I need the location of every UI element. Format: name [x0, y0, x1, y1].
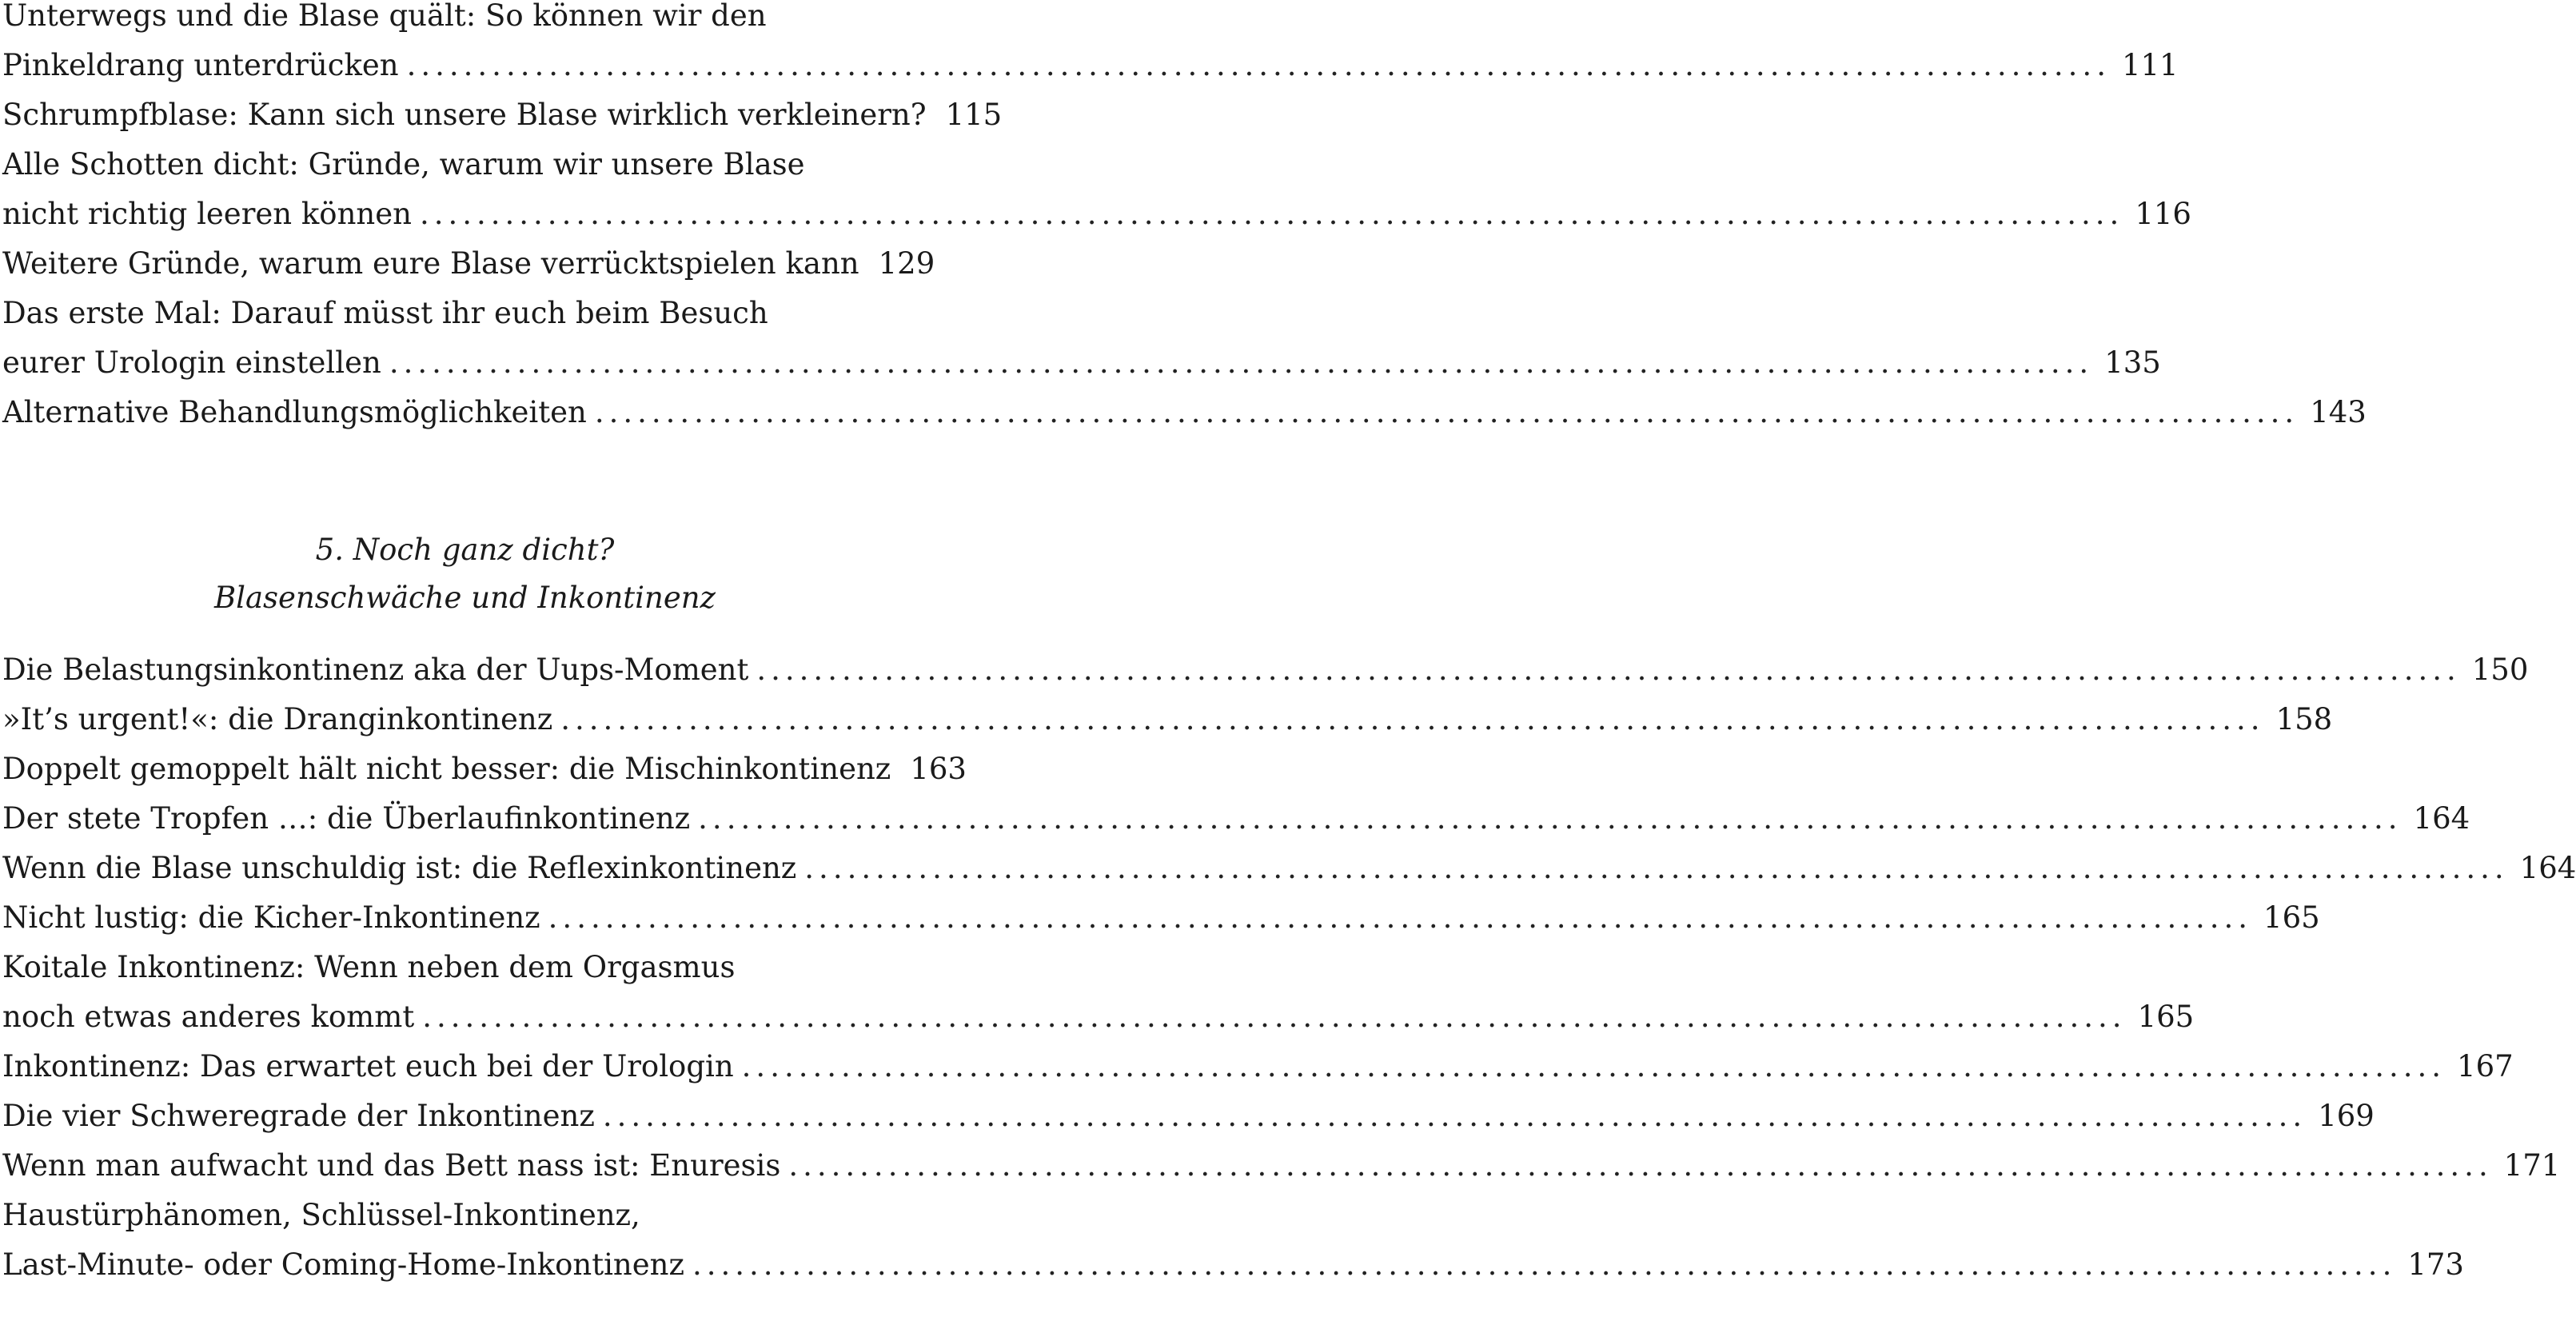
dot-leader: ........................................................................................................................	[594, 395, 2299, 429]
toc-entry-title: Nicht lustig: die Kicher-Inkontinenz	[2, 900, 540, 935]
dot-leader: ........................................................................................................................	[406, 48, 2111, 82]
toc-entry-title-line: Das erste Mal: Darauf müsst ihr euch beim Besuch	[2, 296, 768, 330]
toc-entry-page-number: 135	[2104, 345, 2161, 380]
dot-leader: ........................................................................................................................	[548, 900, 2253, 935]
toc-entry-page-number: 163	[910, 752, 967, 786]
toc-entry[interactable]	[2, 395, 2367, 446]
toc-entry-title: Alternative Behandlungsmöglichkeiten	[2, 395, 587, 429]
toc-entry-page-number: 143	[2310, 395, 2367, 429]
toc-entry-title: Wenn die Blase unschuldig ist: die Reflexinkontinenz	[2, 851, 797, 885]
dot-leader: ........................................................................................................................	[804, 851, 2509, 885]
toc-entry-page-number: 129	[878, 246, 935, 281]
chapter-title: 5. Noch ganz dicht?	[315, 533, 615, 567]
toc-entry-page-number: 111	[2121, 48, 2179, 82]
toc-entry[interactable]	[2, 1198, 2464, 1299]
toc-entry[interactable]	[2, 98, 1003, 149]
dot-leader: ........................................................................................................................	[698, 801, 2403, 836]
toc-entry[interactable]	[2, 0, 2179, 99]
toc-entry-page-number: 158	[2275, 702, 2333, 736]
dot-leader: ........................................................................................................................	[419, 197, 2124, 231]
toc-entry-page-number: 164	[2413, 801, 2470, 836]
toc-entry[interactable]	[2, 851, 2576, 902]
toc-entry[interactable]	[2, 801, 2470, 852]
toc-entry[interactable]	[2, 950, 2195, 1051]
toc-entry[interactable]	[2, 147, 2191, 248]
toc-entry-page-number: 173	[2407, 1247, 2464, 1282]
dot-leader: ........................................................................................................................	[788, 1148, 2493, 1183]
toc-entry-title-line: Unterwegs und die Blase quält: So können wir den	[2, 0, 767, 33]
toc-entry-title: Schrumpfblase: Kann sich unsere Blase wirklich verkleinern?	[2, 98, 927, 132]
toc-entry-page-number: 169	[2318, 1099, 2375, 1133]
toc-entry-title: Pinkeldrang unterdrücken	[2, 48, 399, 82]
toc-entry-page-number: 115	[945, 98, 1003, 132]
toc-entry-title: nicht richtig leeren können	[2, 197, 412, 231]
toc-section-part1	[2, 0, 2367, 446]
toc-entry[interactable]	[2, 1099, 2375, 1150]
toc-entry-title: Der stete Tropfen …: die Überlaufinkontinenz	[2, 801, 691, 836]
toc-entry-page-number: 164	[2519, 851, 2576, 885]
chapter-heading	[2, 526, 927, 622]
toc-entry[interactable]	[2, 1049, 2514, 1100]
toc-entry-title: noch etwas anderes kommt	[2, 1000, 415, 1034]
toc-section-part2	[2, 653, 2576, 1299]
toc-entry-page-number: 165	[2263, 900, 2320, 935]
toc-entry-page-number: 116	[2135, 197, 2191, 231]
toc-entry-title: Die Belastungsinkontinenz aka der Uups-Moment	[2, 653, 749, 687]
toc-entry-page-number: 150	[2471, 653, 2529, 687]
toc-entry[interactable]	[2, 1148, 2561, 1199]
dot-leader: ........................................................................................................................	[560, 702, 2265, 736]
toc-entry-title-line: Alle Schotten dicht: Gründe, warum wir unsere Blase	[2, 147, 805, 182]
chapter-subtitle: Blasenschwäche und Inkontinenz	[213, 581, 716, 615]
dot-leader: ........................................................................................................................	[602, 1099, 2307, 1133]
toc-entry[interactable]	[2, 702, 2333, 753]
toc-entry-title-line: Koitale Inkontinenz: Wenn neben dem Orgasmus	[2, 950, 736, 984]
toc-entry-title-line: Haustürphänomen, Schlüssel-Inkontinenz,	[2, 1198, 640, 1232]
toc-entry-title: Die vier Schweregrade der Inkontinenz	[2, 1099, 595, 1133]
toc-entry-title: Last-Minute- oder Coming-Home-Inkontinenz	[2, 1247, 684, 1282]
dot-leader: ........................................................................................................................	[422, 1000, 2127, 1034]
table-of-contents	[2, 0, 2576, 1299]
toc-entry-title: Weitere Gründe, warum eure Blase verrücktspielen kann	[2, 246, 859, 281]
toc-entry-title: Doppelt gemoppelt hält nicht besser: die Mischinkontinenz	[2, 752, 891, 786]
toc-entry-title: eurer Urologin einstellen	[2, 345, 381, 380]
toc-entry-title: Inkontinenz: Das erwartet euch bei der Urologin	[2, 1049, 734, 1084]
dot-leader: ........................................................................................................................	[756, 653, 2461, 687]
dot-leader: ........................................................................................................................	[741, 1049, 2446, 1084]
toc-entry[interactable]	[2, 752, 967, 803]
toc-entry-page-number: 171	[2503, 1148, 2561, 1183]
toc-entry-title: »It’s urgent!«: die Dranginkontinenz	[2, 702, 553, 736]
toc-entry-page-number: 167	[2457, 1049, 2514, 1084]
toc-entry-title: Wenn man aufwacht und das Bett nass ist: Enuresis	[2, 1148, 781, 1183]
toc-entry[interactable]	[2, 900, 2320, 952]
toc-entry-page-number: 165	[2137, 1000, 2195, 1034]
toc-entry[interactable]	[2, 653, 2529, 704]
dot-leader: ........................................................................................................................	[389, 345, 2094, 380]
toc-entry[interactable]	[2, 246, 935, 297]
dot-leader: ........................................................................................................................	[692, 1247, 2397, 1282]
toc-entry[interactable]	[2, 296, 2161, 397]
